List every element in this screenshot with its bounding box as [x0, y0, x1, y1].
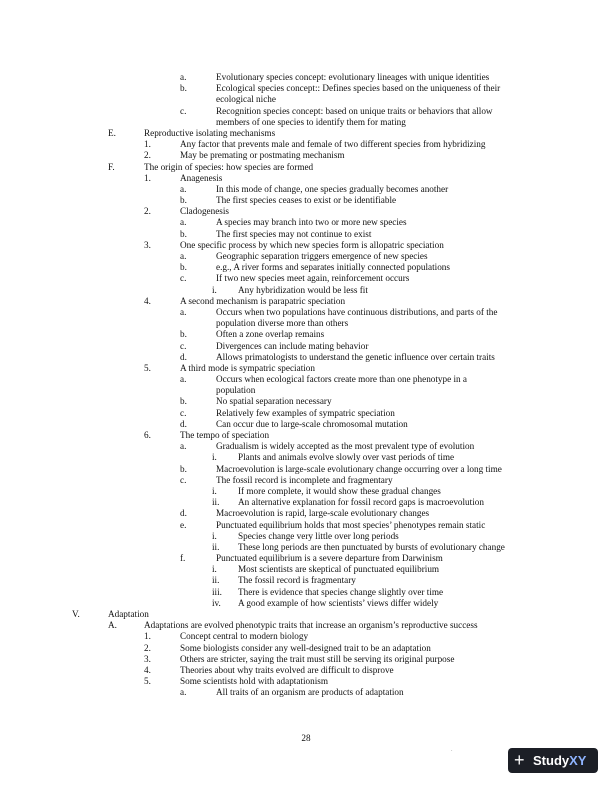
outline-marker: c. [180, 407, 187, 418]
outline-text: A third mode is sympatric speciation [180, 362, 315, 373]
outline-text: Some scientists hold with adaptationism [180, 676, 329, 687]
outline-row [0, 251, 612, 262]
outline-row [0, 307, 612, 318]
outline-marker: a. [180, 217, 187, 228]
outline-marker: c. [180, 105, 187, 116]
outline-marker: d. [180, 418, 187, 429]
outline-row [0, 195, 612, 206]
brand-name-accent: XY [569, 753, 587, 768]
outline-row [0, 687, 612, 698]
outline-marker: ii. [212, 497, 220, 508]
outline-marker: b. [180, 396, 187, 407]
outline-row [0, 162, 612, 173]
outline-marker: c. [180, 340, 187, 351]
outline-row [0, 139, 612, 150]
outline-row [0, 575, 612, 586]
studyxy-badge[interactable] [508, 748, 598, 773]
outline-text: Species change very little over long periods [238, 530, 399, 541]
outline-text: Adaptation [108, 609, 149, 619]
outline-text: A good example of how scientists’ views differ widely [238, 597, 439, 608]
outline-text: A second mechanism is parapatric speciation [180, 295, 346, 306]
outline-text: e.g., A river forms and separates initially connected populations [216, 262, 450, 273]
outline-row [0, 83, 612, 94]
brand-name [533, 748, 586, 773]
outline-text: population [216, 385, 256, 396]
outline-row [0, 598, 612, 609]
outline-text: Geographic separation triggers emergence of new species [216, 251, 428, 261]
outline-marker: 3. [144, 239, 151, 250]
outline-row [0, 206, 612, 217]
outline-row [0, 631, 612, 642]
outline-marker: b. [180, 83, 187, 94]
outline-row [0, 240, 612, 251]
outline-row [0, 408, 612, 419]
outline-row [0, 296, 612, 307]
outline-marker: A. [108, 620, 117, 631]
outline-text: Any factor that prevents male and female of two different species from hybridizing [180, 139, 486, 150]
outline-row [0, 128, 612, 139]
outline-text: ecological niche [216, 94, 276, 105]
outline-row [0, 419, 612, 430]
outline-row [0, 464, 612, 475]
outline-text: The tempo of speciation [180, 430, 270, 440]
outline-row [0, 654, 612, 665]
plus-icon: + [514, 750, 525, 770]
outline-marker: 4. [144, 664, 151, 675]
outline-text: Allows primatologists to understand the genetic influence over certain traits [216, 351, 495, 362]
outline-marker: ii. [212, 575, 220, 586]
outline-row [0, 676, 612, 687]
outline-text: The origin of species: how species are formed [144, 161, 314, 172]
outline-text: Divergences can include mating behavior [216, 340, 369, 351]
outline-text: Occurs when ecological factors create more than one phenotype in a [216, 374, 468, 385]
outline-marker: f. [180, 553, 186, 564]
outline-row [0, 285, 612, 296]
outline-text: Reproductive isolating mechanisms [144, 127, 276, 138]
outline-body [0, 72, 612, 699]
outline-marker: b. [180, 329, 187, 340]
brand-name-main: Study [533, 753, 570, 768]
outline-text: Occurs when two populations have continuous distributions, and parts of the [216, 306, 498, 317]
outline-text: In this mode of change, one species gradually becomes another [216, 183, 449, 194]
outline-text: All traits of an organism are products of adaptation [216, 687, 404, 698]
outline-row [0, 262, 612, 273]
outline-text: Anagenesis [180, 172, 223, 183]
outline-row [0, 430, 612, 441]
outline-text: If more complete, it would show these gradual changes [238, 485, 441, 496]
outline-marker: a. [180, 687, 187, 698]
outline-row [0, 542, 612, 553]
outline-text: Punctuated equilibrium is a severe departure from Darwinism [216, 553, 443, 564]
outline-row [0, 94, 612, 105]
outline-text: Plants and animals evolve slowly over vast periods of time [238, 452, 455, 463]
outline-marker: 5. [144, 676, 151, 687]
outline-marker: b. [180, 463, 187, 474]
outline-text: One specific process by which new species form is allopatric speciation [180, 239, 444, 250]
outline-row [0, 564, 612, 575]
outline-row [0, 150, 612, 161]
outline-text: Often a zone overlap remains [216, 329, 325, 340]
outline-row [0, 643, 612, 654]
outline-row [0, 184, 612, 195]
outline-marker: i. [212, 284, 217, 295]
outline-text: Punctuated equilibrium holds that most species’ phenotypes remain static [216, 519, 486, 530]
outline-row [0, 329, 612, 340]
outline-text: Can occur due to large-scale chromosomal mutation [216, 418, 408, 429]
outline-marker: V. [72, 609, 80, 619]
outline-marker: 6. [144, 430, 151, 440]
outline-marker: d. [180, 351, 187, 362]
outline-text: If two new species meet again, reinforcement occurs [216, 273, 410, 284]
outline-text: Macroevolution is rapid, large-scale evolutionary changes [216, 508, 430, 519]
outline-row [0, 106, 612, 117]
outline-row [0, 341, 612, 352]
outline-marker: d. [180, 508, 187, 519]
outline-marker: a. [180, 183, 187, 194]
outline-row [0, 273, 612, 284]
outline-row [0, 117, 612, 128]
footer-dot: . [451, 747, 453, 753]
outline-marker: iii. [212, 586, 222, 597]
outline-marker: b. [180, 228, 187, 239]
outline-row [0, 508, 612, 519]
outline-text: Others are stricter, saying the trait must still be serving its original purpose [180, 653, 455, 664]
outline-row [0, 396, 612, 407]
outline-marker: 1. [144, 139, 151, 150]
outline-text: Theories about why traits evolved are difficult to disprove [180, 664, 394, 675]
outline-marker: b. [180, 195, 187, 206]
outline-marker: a. [180, 441, 187, 452]
outline-row [0, 173, 612, 184]
outline-row [0, 441, 612, 452]
outline-row [0, 531, 612, 542]
outline-marker: iv. [212, 597, 221, 608]
outline-text: These long periods are then punctuated by bursts of evolutionary change [238, 541, 505, 552]
outline-text: The first species may not continue to exist [216, 228, 372, 239]
outline-marker: i. [212, 452, 217, 463]
outline-text: population diverse more than others [216, 318, 349, 329]
outline-marker: a. [180, 251, 187, 261]
outline-row [0, 553, 612, 564]
outline-marker: 2. [144, 150, 151, 161]
outline-text: An alternative explanation for fossil record gaps is macroevolution [238, 497, 484, 508]
outline-text: Evolutionary species concept: evolutionary lineages with unique identities [216, 72, 490, 82]
outline-row [0, 318, 612, 329]
outline-text: May be premating or postmating mechanism [180, 150, 345, 161]
outline-marker: i. [212, 564, 217, 575]
outline-marker: c. [180, 474, 187, 485]
outline-row [0, 520, 612, 531]
outline-text: Ecological species concept:: Defines species based on the uniqueness of their [216, 83, 501, 94]
outline-row [0, 665, 612, 676]
outline-marker: 4. [144, 295, 151, 306]
outline-marker: 5. [144, 362, 151, 373]
outline-marker: b. [180, 262, 187, 273]
outline-text: The first species ceases to exist or be identifiable [216, 195, 397, 206]
outline-row [0, 72, 612, 83]
outline-text: Adaptations are evolved phenotypic traits that increase an organism’s reproductive success [144, 620, 478, 631]
outline-row [0, 587, 612, 598]
page-number: 28 [301, 733, 311, 743]
outline-marker: i. [212, 485, 217, 496]
outline-marker: ii. [212, 541, 220, 552]
outline-text: Relatively few examples of sympatric speciation [216, 407, 395, 418]
outline-text: Macroevolution is large-scale evolutionary change occurring over a long time [216, 463, 502, 474]
outline-text: Gradualism is widely accepted as the most prevalent type of evolution [216, 441, 475, 452]
outline-row [0, 475, 612, 486]
outline-marker: c. [180, 273, 187, 284]
outline-row [0, 497, 612, 508]
outline-marker: a. [180, 306, 187, 317]
outline-marker: a. [180, 72, 187, 82]
outline-marker: 1. [144, 172, 151, 183]
outline-text: Concept central to modern biology [180, 631, 309, 642]
outline-row [0, 352, 612, 363]
outline-row [0, 374, 612, 385]
outline-row [0, 385, 612, 396]
outline-marker: e. [180, 519, 187, 530]
outline-row [0, 363, 612, 374]
outline-text: Cladogenesis [180, 206, 229, 217]
outline-marker: 2. [144, 206, 151, 217]
outline-text: Most scientists are skeptical of punctuated equilibrium [238, 564, 440, 575]
outline-marker: a. [180, 374, 187, 385]
outline-row [0, 229, 612, 240]
outline-text: No spatial separation necessary [216, 396, 332, 407]
outline-row [0, 452, 612, 463]
outline-text: There is evidence that species change slightly over time [238, 586, 444, 597]
outline-text: Recognition species concept: based on unique traits or behaviors that allow [216, 105, 493, 116]
outline-row [0, 486, 612, 497]
outline-marker: i. [212, 530, 217, 541]
outline-marker: 2. [144, 642, 151, 653]
outline-text: Some biologists consider any well-designed trait to be an adaptation [180, 642, 431, 653]
outline-text: The fossil record is incomplete and fragmentary [216, 474, 393, 485]
outline-text: A species may branch into two or more new species [216, 217, 407, 228]
outline-row [0, 620, 612, 631]
outline-row [0, 217, 612, 228]
outline-marker: 1. [144, 631, 151, 642]
outline-row [0, 609, 612, 620]
outline-text: members of one species to identify them for mating [216, 116, 406, 127]
outline-text: The fossil record is fragmentary [238, 575, 356, 586]
outline-marker: 3. [144, 653, 151, 664]
outline-text: Any hybridization would be less fit [238, 284, 368, 295]
outline-marker: E. [108, 127, 116, 138]
outline-marker: F. [108, 161, 115, 172]
